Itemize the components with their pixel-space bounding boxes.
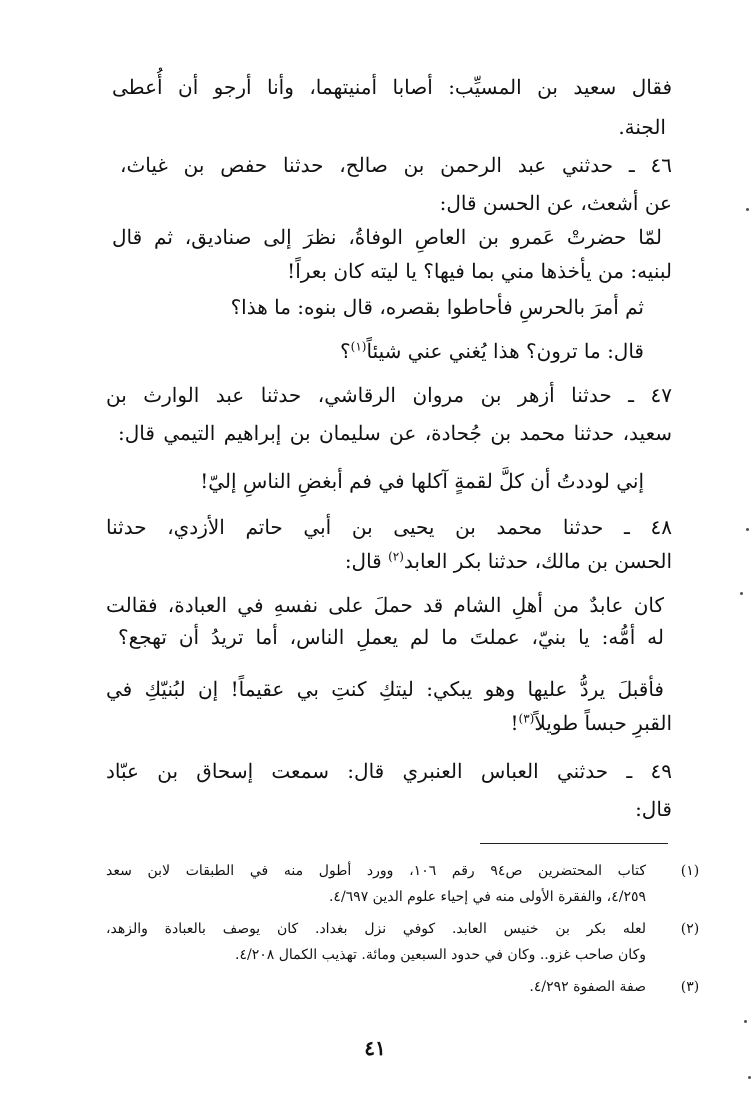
footnote-ref-1: (١): [350, 339, 367, 354]
text-line: [510, 708, 672, 738]
text-fragment: قال: ما ترون؟ هذا يُغني عني شيئاً: [366, 339, 644, 363]
text-fragment: القبرِ حبساً طويلاً: [534, 711, 672, 735]
footnote-mark-1: (١): [680, 863, 700, 879]
footnote-2-line: وكان صاحب غزو.. وكان في حدود السبعين ومائة. تهذيب الكمال ٤/٢٠٨.: [235, 947, 646, 963]
footnote-1-line: كتاب المحتضرين ص٩٤ رقم ١٠٦، وورد أطول منه في الطبقات لابن سعد: [106, 863, 647, 879]
footnote-mark-3: (٣): [680, 979, 700, 995]
text-line: له أمُّه: يا بنيّ، عملتَ ما لم يعملِ الناس، أما تريدُ أن تهجع؟: [118, 625, 664, 649]
text-fragment: !: [510, 711, 519, 735]
text-line: الجنة.: [618, 115, 666, 139]
text-line: لمّا حضرتْ عَمرو بن العاصِ الوفاةُ، نظرَ إلى صناديق، ثم قال: [112, 225, 662, 249]
text-fragment: الحسن بن مالك، حدثنا بكر العابد: [403, 549, 672, 573]
text-line: سعيد، حدثنا محمد بن جُحادة، عن سليمان بن إبراهيم التيمي قال:: [118, 421, 672, 445]
hadith-49-line: ٤٩ ـ حدثني العباس العنبري قال: سمعت إسحاق بن عبّاد: [106, 759, 672, 783]
page-number: ٤١: [364, 1036, 386, 1060]
hadith-46-line: ٤٦ ـ حدثني عبد الرحمن بن صالح، حدثنا حفص بن غياث،: [120, 153, 672, 177]
text-line: [345, 546, 672, 576]
footnote-divider: [480, 843, 668, 844]
footnote-ref-3: (٣): [518, 711, 535, 726]
text-line: [340, 336, 644, 366]
footnote-3-line: صفة الصفوة ٤/٢٩٢.: [529, 979, 646, 995]
text-line: كان عابدٌ من أهلِ الشام قد حملَ على نفسهِ في العبادة، فقالت: [106, 593, 664, 617]
text-fragment: ؟: [340, 339, 351, 363]
text-line: ثم أمرَ بالحرسِ فأحاطوا بقصره، قال بنوه: ما هذا؟: [230, 295, 644, 319]
text-line: عن أشعث، عن الحسن قال:: [439, 191, 672, 215]
footnote-2-line: لعله بكر بن خنيس العابد. كوفي نزل بغداد. كان يوصف بالعبادة والزهد،: [106, 921, 646, 937]
text-line: فأقبلَ يردُّ عليها وهو يبكي: ليتكِ كنتِ بي عقيماً! إن لبُنيّكِ في: [106, 677, 664, 701]
scan-speck: [746, 208, 749, 211]
text-line: فقال سعيد بن المسيِّب: أصابا أمنيتهما، وأنا أرجو أن أُعطى: [112, 75, 672, 99]
scan-speck: [744, 1020, 747, 1023]
scan-speck: [740, 592, 743, 595]
hadith-47-line: ٤٧ ـ حدثنا أزهر بن مروان الرقاشي، حدثنا عبد الوارث بن: [106, 383, 672, 407]
scan-speck: [746, 528, 749, 531]
text-line: إني لوددتُ أن كلَّ لقمةٍ آكلها في فم أبغضِ الناسِ إليّ!: [200, 469, 644, 493]
footnote-mark-2: (٢): [680, 921, 700, 937]
text-line: قال:: [635, 797, 672, 821]
scan-speck: [748, 1076, 751, 1079]
text-line: لبنيه: من يأخذها مني بما فيها؟ يا ليته كان بعراً!: [287, 259, 672, 283]
text-fragment: قال:: [344, 549, 389, 573]
footnote-1-line: ٤/٢٥٩، والفقرة الأولى منه في إحياء علوم الدين ٤/٦٩٧.: [328, 889, 646, 905]
hadith-48-line: ٤٨ ـ حدثنا محمد بن يحيى بن أبي حاتم الأزدي، حدثنا: [106, 515, 672, 539]
footnote-ref-2: (٢): [388, 549, 404, 564]
